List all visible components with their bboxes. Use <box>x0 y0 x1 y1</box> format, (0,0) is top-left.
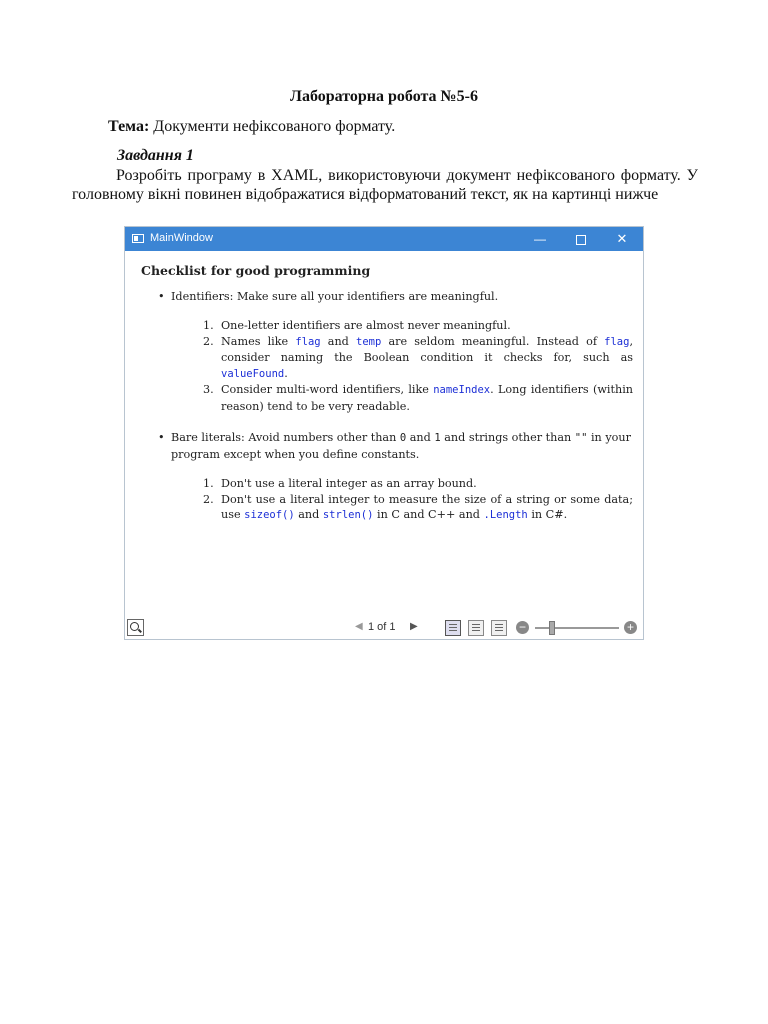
maximize-button[interactable] <box>566 229 596 249</box>
zoom-out-button[interactable]: − <box>516 621 529 634</box>
flow-document-content <box>141 263 633 524</box>
document-title: Лабораторна робота №5-6 <box>290 88 478 105</box>
list-item: 2. Names like flag and temp are seldom meaningful. Instead of flag, consider naming the Boolean condition it checks for, such as valueFound. <box>203 334 633 380</box>
bullet-bare-literals: • Bare literals: Avoid numbers other than 0 and 1 and strings other than "" in your program except when you define constants. <box>141 430 633 462</box>
search-icon[interactable] <box>127 619 144 636</box>
next-page-button[interactable]: ▶ <box>410 621 418 632</box>
topic-line <box>108 118 395 136</box>
topic-text: Документи нефіксованого формату. <box>149 118 396 135</box>
task-text: Розробіть програму в XAML, використовуючи документ нефіксованого формату. У головному вікні повинен відображатися відформатований текст, як на картинці нижче <box>72 167 698 203</box>
zoom-slider-track[interactable] <box>535 627 619 629</box>
list-item: 1. One-letter identifiers are almost never meaningful. <box>203 319 511 332</box>
literals-list <box>141 476 633 524</box>
two-page-view-icon[interactable] <box>468 620 484 636</box>
list-item: 3. Consider multi-word identifiers, like nameIndex. Long identifiers (within reason) tend to be very readable. <box>203 383 633 413</box>
window-titlebar <box>125 227 643 251</box>
window-app-icon <box>132 234 144 243</box>
minimize-button[interactable]: — <box>534 232 546 246</box>
zoom-in-button[interactable]: + <box>624 621 637 634</box>
single-page-view-icon[interactable] <box>445 620 461 636</box>
document-viewer-toolbar <box>125 617 643 639</box>
list-item: 1. Don't use a literal integer as an array bound. <box>203 477 477 490</box>
maximize-icon <box>576 235 586 245</box>
close-button[interactable]: ✕ <box>616 231 628 246</box>
list-item: 2. Don't use a literal integer to measure the size of a string or some data; use sizeof() and strlen() in C and C++ and .Length in C#. <box>203 492 633 521</box>
previous-page-button[interactable]: ◀ <box>355 621 363 632</box>
checklist-heading: Checklist for good programming <box>141 263 371 278</box>
topic-label: Тема: <box>108 118 150 135</box>
identifiers-list <box>141 318 633 414</box>
task-heading: Завдання 1 <box>117 147 194 164</box>
window-title: MainWindow <box>150 232 213 244</box>
scroll-view-icon[interactable] <box>491 620 507 636</box>
main-window-screenshot <box>124 226 644 640</box>
bullet-identifiers: • Identifiers: Make sure all your identifiers are meaningful. <box>141 289 633 305</box>
page-indicator: 1 of 1 <box>368 621 396 633</box>
zoom-slider-thumb[interactable] <box>549 621 555 635</box>
